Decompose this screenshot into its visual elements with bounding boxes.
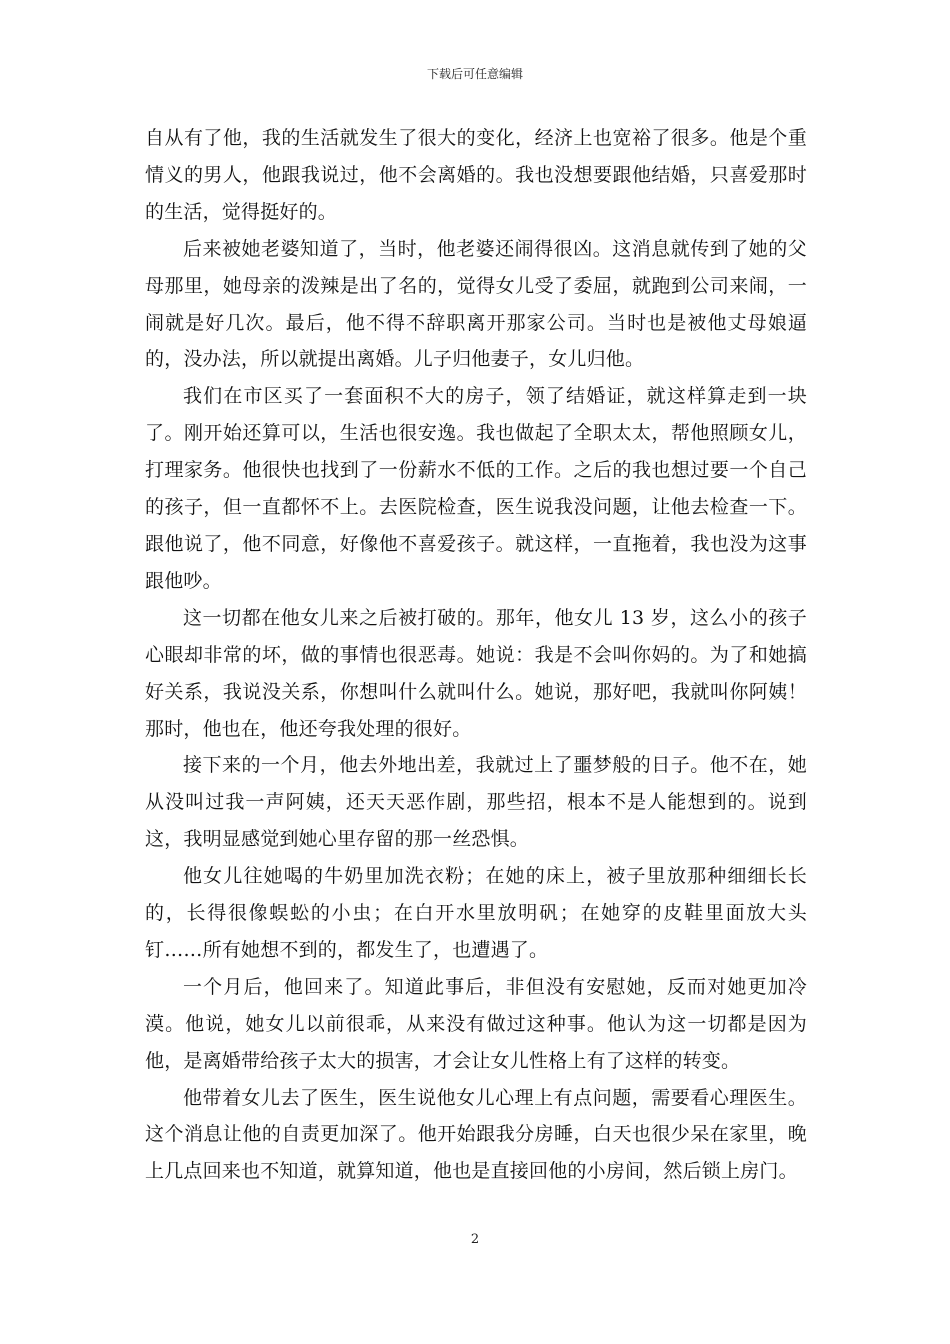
- page-header: 下载后可任意编辑: [426, 67, 523, 81]
- paragraph: 接下来的一个月，他去外地出差，我就过上了噩梦般的日子。他不在，她从没叫过我一声阿姨，还天天恶作剧，那些招，根本不是人能想到的。说到这，我明显感觉到她心里存留的那一丝恐惧。: [145, 754, 807, 851]
- paragraph: 他女儿往她喝的牛奶里加洗衣粉；在她的床上，被子里放那种细细长长的，长得很像蜈蚣的小虫；在白开水里放明矾；在她穿的皮鞋里面放大头钉……所有她想不到的，都发生了，也遭遇了。: [145, 865, 807, 961]
- paragraph: 一个月后，他回来了。知道此事后，非但没有安慰她，反而对她更加冷漠。他说，她女儿以前很乖，从来没有做过这种事。他认为这一切都是因为他，是离婚带给孩子太大的损害，才会让女儿性格上有了这样的转变。: [145, 975, 807, 1072]
- document-body: [145, 120, 807, 1190]
- paragraph: 我们在市区买了一套面积不大的房子，领了结婚证，就这样算走到一块了。刚开始还算可以，生活也很安逸。我也做起了全职太太，帮他照顾女儿，打理家务。他很快也找到了一份薪水不低的工作。之后的我也想过要一个自己的孩子，但一直都怀不上。去医院检查，医生说我没问题，让他去检查一下。跟他说了，他不同意，好像他不喜爱孩子。就这样，一直拖着，我也没为这事跟他吵。: [145, 385, 807, 592]
- paragraph: 后来被她老婆知道了，当时，他老婆还闹得很凶。这消息就传到了她的父母那里，她母亲的泼辣是出了名的，觉得女儿受了委屈，就跑到公司来闹，一闹就是好几次。最后，他不得不辞职离开那家公司。当时也是被他丈母娘逼的，没办法，所以就提出离婚。儿子归他妻子，女儿归他。: [145, 237, 807, 371]
- page-number: 2: [470, 1232, 480, 1247]
- paragraph: 他带着女儿去了医生，医生说他女儿心理上有点问题，需要看心理医生。这个消息让他的自责更加深了。他开始跟我分房睡，白天也很少呆在家里，晚上几点回来也不知道，就算知道，他也是直接回他的小房间，然后锁上房门。: [145, 1086, 807, 1183]
- paragraph: 这一切都在他女儿来之后被打破的。那年，他女儿 13 岁，这么小的孩子心眼却非常的坏，做的事情也很恶毒。她说：我是不会叫你妈的。为了和她搞好关系，我说没关系，你想叫什么就叫什么。她说，那好吧，我就叫你阿姨！那时，他也在，他还夸我处理的很好。: [145, 606, 807, 740]
- paragraph: 自从有了他，我的生活就发生了很大的变化，经济上也宽裕了很多。他是个重情义的男人，他跟我说过，他不会离婚的。我也没想要跟他结婚，只喜爱那时的生活，觉得挺好的。: [145, 127, 807, 223]
